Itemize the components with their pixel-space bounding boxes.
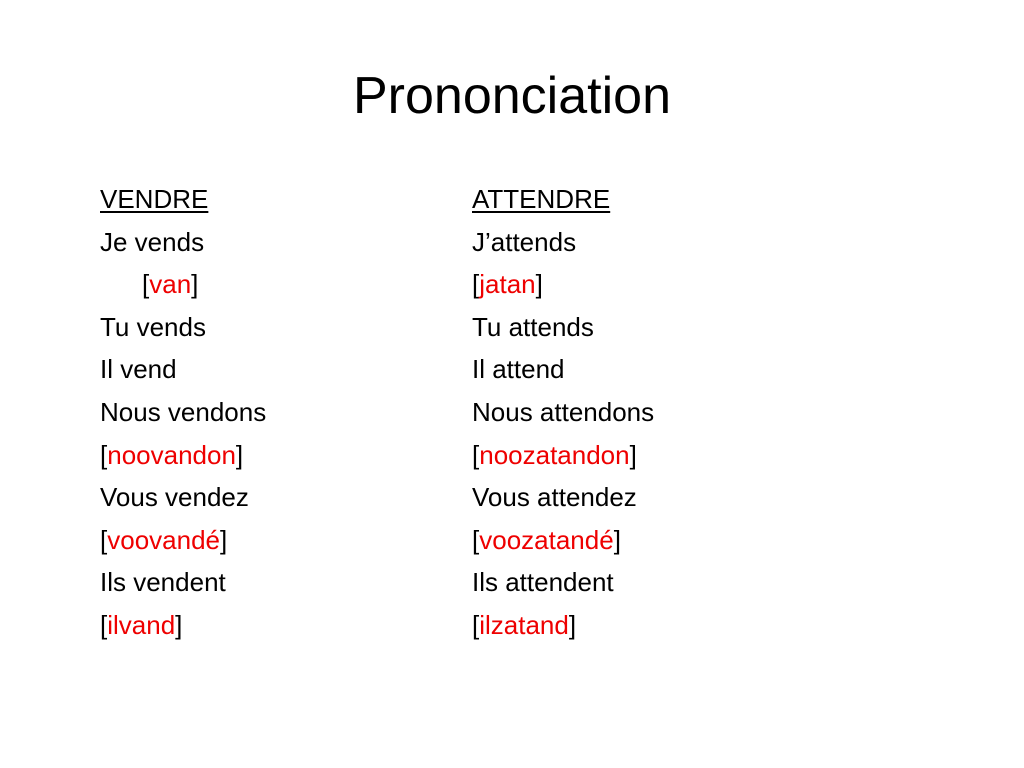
open-bracket: [	[142, 269, 150, 300]
close-bracket: ]	[175, 609, 183, 640]
pronunciation-text: voozatandé	[479, 524, 614, 555]
column-attendre	[472, 178, 654, 647]
pronunciation-line	[472, 263, 654, 306]
close-bracket: ]	[629, 439, 637, 470]
pronunciation-line	[472, 434, 654, 477]
close-bracket: ]	[613, 524, 621, 555]
slide-title: Prononciation	[353, 67, 671, 125]
pronunciation-line	[100, 263, 266, 306]
pronunciation-text: jatan	[479, 269, 536, 300]
pronunciation-text: ilvand	[107, 609, 176, 640]
pronunciation-text: voovandé	[107, 524, 220, 555]
pronunciation-line	[472, 604, 654, 647]
pronunciation-text: van	[149, 269, 192, 300]
column-heading: ATTENDRE	[472, 184, 611, 214]
conjugation-line: Il vend	[100, 354, 177, 385]
conjugation-line: Nous vendons	[100, 396, 267, 427]
pronunciation-text: noozatandon	[479, 439, 630, 470]
pronunciation-line	[100, 604, 266, 647]
conjugation-line: Nous attendons	[472, 396, 655, 427]
conjugation-line: Tu attends	[472, 311, 594, 342]
open-bracket: [	[100, 609, 108, 640]
pronunciation-line	[100, 434, 266, 477]
open-bracket: [	[472, 524, 480, 555]
conjugation-line: Ils vendent	[100, 567, 226, 598]
conjugation-line: Vous attendez	[472, 482, 637, 513]
conjugation-line: Ils attendent	[472, 567, 614, 598]
column-vendre	[100, 178, 266, 647]
close-bracket: ]	[535, 269, 543, 300]
pronunciation-text: ilzatand	[479, 609, 569, 640]
open-bracket: [	[472, 439, 480, 470]
close-bracket: ]	[191, 269, 199, 300]
conjugation-line: Il attend	[472, 354, 565, 385]
conjugation-line: J’attends	[472, 226, 577, 257]
close-bracket: ]	[235, 439, 244, 470]
pronunciation-line	[472, 519, 654, 562]
pronunciation-line	[100, 519, 266, 562]
open-bracket: [	[472, 269, 480, 300]
conjugation-line: Vous vendez	[100, 482, 249, 513]
pronunciation-text: noovandon	[107, 439, 236, 470]
open-bracket: [	[472, 609, 480, 640]
close-bracket: ]	[220, 524, 228, 555]
conjugation-line: Je vends	[100, 226, 205, 257]
column-heading: VENDRE	[100, 184, 209, 214]
close-bracket: ]	[568, 609, 577, 640]
open-bracket: [	[100, 439, 108, 470]
conjugation-line: Tu vends	[100, 311, 206, 342]
open-bracket: [	[100, 524, 108, 555]
